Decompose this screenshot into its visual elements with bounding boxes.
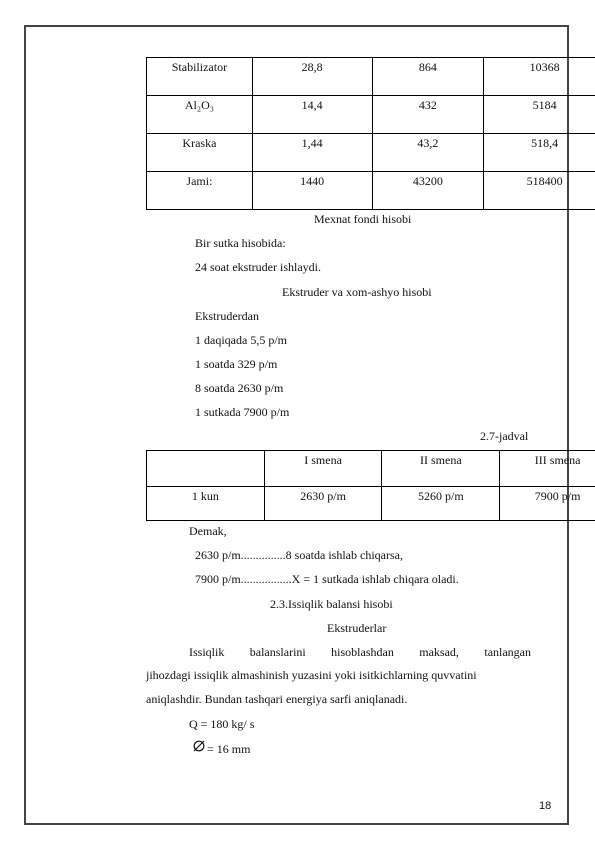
text-line: 7900 p/m.................X = 1 sutkada ishlab chiqara oladi.: [195, 572, 459, 586]
table-cell: Jami:: [147, 172, 253, 210]
table-header-cell: III smena: [500, 451, 595, 487]
table-cell: 1 kun: [147, 487, 265, 521]
text-line: Ekstruderdan: [195, 309, 259, 323]
section-subtitle: Ekstruderlar: [327, 621, 387, 635]
text-line: 1 soatda 329 p/m: [195, 357, 278, 371]
section-title: 2.3.Issiqlik balansi hisobi: [270, 597, 393, 611]
text-line: 1 daqiqada 5,5 p/m: [195, 333, 287, 347]
text-line: 1 sutkada 7900 p/m: [195, 405, 290, 419]
table-cell: Al₂O₃: [147, 96, 253, 134]
table-cell: Kraska: [147, 134, 253, 172]
table-cell: 1,44: [252, 134, 372, 172]
section-title: Mexnat fondi hisobi: [314, 212, 412, 226]
table-cell: 28,8: [252, 58, 372, 96]
table-caption: 2.7-jadval: [480, 429, 529, 443]
text-line: Bir sutka hisobida:: [195, 236, 286, 250]
table-row: [147, 58, 595, 96]
formula-diameter: = 16 mm: [207, 742, 251, 756]
table-cell: 432: [372, 96, 484, 134]
paragraph-line: jihozdagi issiqlik almashinish yuzasini yoki isitkichlarning quvvatini: [146, 668, 477, 682]
table-header-row: [147, 451, 595, 487]
table-cell: 43200: [372, 172, 484, 210]
table-cell: 5260 p/m: [382, 487, 500, 521]
table-cell: Stabilizator: [147, 58, 253, 96]
table-header-cell: I smena: [264, 451, 382, 487]
diameter-icon: [192, 739, 206, 753]
formula-flow-rate: Q = 180 kg/ s: [189, 717, 255, 731]
paragraph-line: aniqlashdir. Bundan tashqari energiya sarfi aniqlanadi.: [146, 692, 408, 706]
table-cell: 864: [372, 58, 484, 96]
table-cell: 7900 p/m: [500, 487, 595, 521]
table-row: [147, 172, 595, 210]
table-cell: 10368: [484, 58, 595, 96]
materials-table: [146, 57, 595, 210]
section-subtitle: Ekstruder va xom-ashyo hisobi: [282, 285, 432, 299]
table-cell: 43,2: [372, 134, 484, 172]
table-row: [147, 487, 595, 521]
table-cell: 518,4: [484, 134, 595, 172]
table-row: [147, 96, 595, 134]
table-cell: 14,4: [252, 96, 372, 134]
table-header-cell: II smena: [382, 451, 500, 487]
text-line: 8 soatda 2630 p/m: [195, 381, 284, 395]
paragraph-line: Issiqlik balanslarini hisoblashdan maksad, tanlangan: [189, 645, 531, 659]
page-number: 18: [539, 800, 552, 812]
text-line: 2630 p/m...............8 soatda ishlab chiqarsa,: [195, 548, 403, 562]
table-header-cell: [147, 451, 265, 487]
text-line: 24 soat ekstruder ishlaydi.: [195, 260, 321, 274]
table-cell: 518400: [484, 172, 595, 210]
table-cell: 2630 p/m: [264, 487, 382, 521]
table-cell: 1440: [252, 172, 372, 210]
table-row: [147, 134, 595, 172]
text-line: Demak,: [189, 524, 227, 538]
table-cell: 5184: [484, 96, 595, 134]
shift-table: [146, 450, 595, 521]
